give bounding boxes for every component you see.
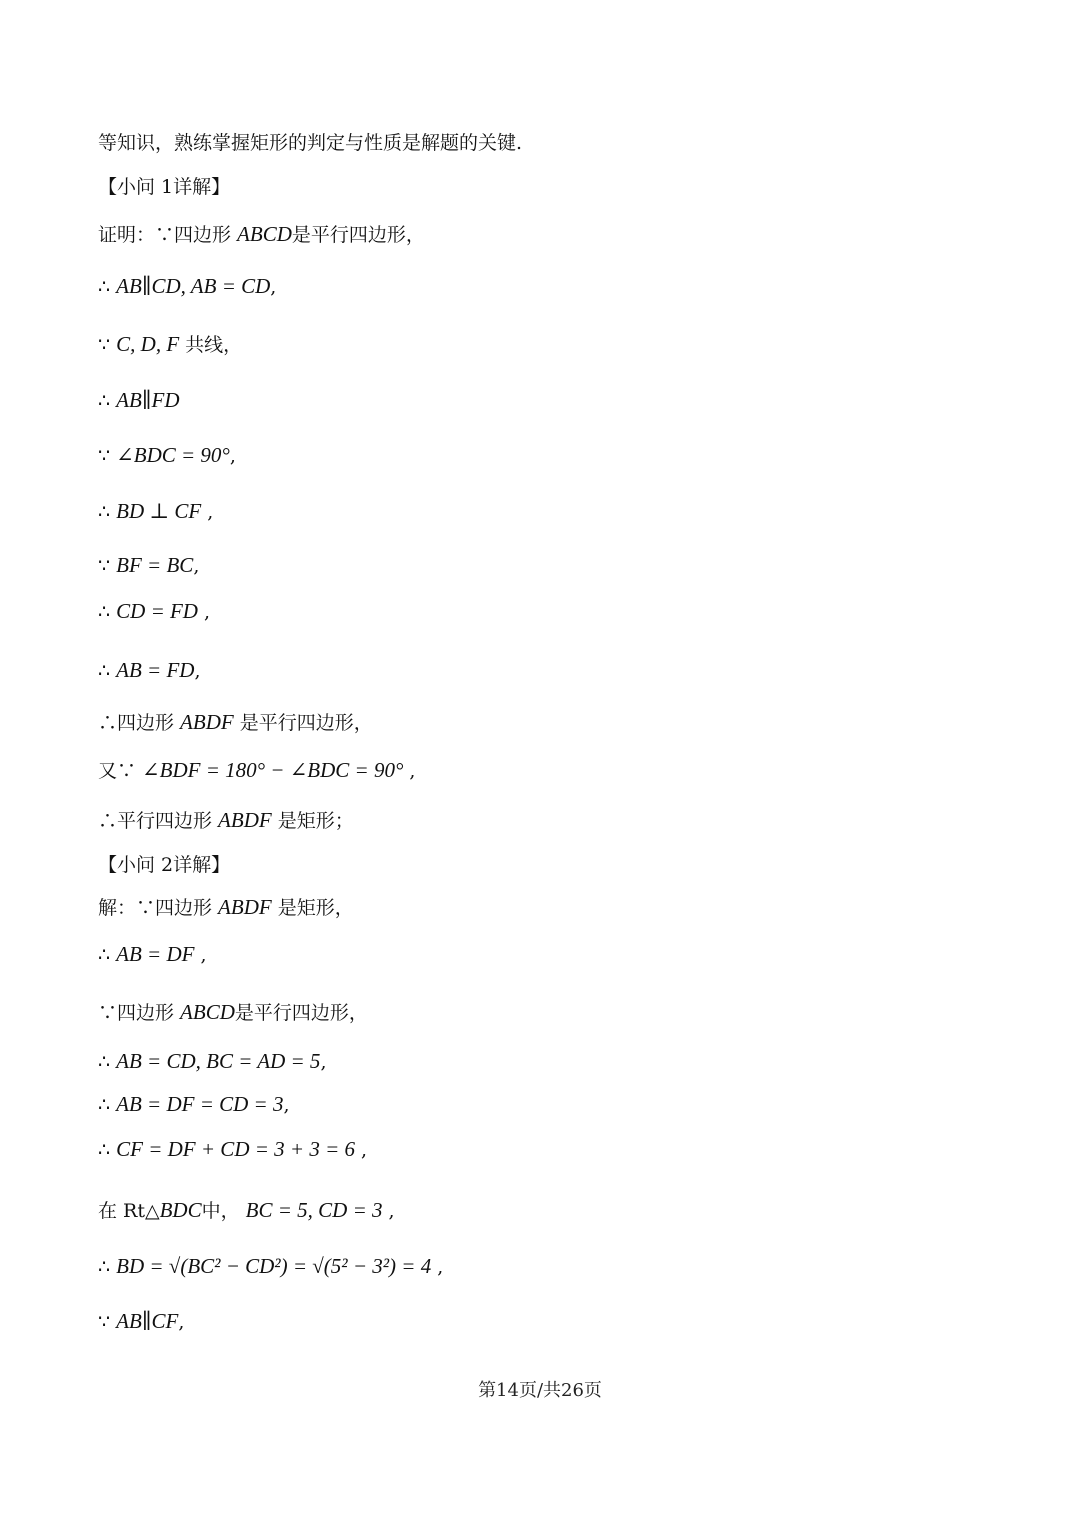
text-line: ∵ BF = BC, (98, 553, 200, 577)
text-line: 解：∵四边形 ABDF 是矩形， (98, 895, 354, 919)
text-line: ∵四边形 ABCD是平行四边形， (98, 1000, 368, 1024)
text-line: ∴ CD = FD , (98, 599, 211, 623)
text-line: 又∵ ∠BDF = 180° − ∠BDC = 90° , (98, 758, 416, 782)
text-line: ∴ AB = DF , (98, 942, 207, 966)
text-line: 在 Rt△BDC中， BC = 5, CD = 3 , (98, 1198, 395, 1222)
text-line: ∴ AB∥FD (98, 388, 180, 412)
text-line: 等知识，熟练掌握矩形的判定与性质是解题的关键. (98, 132, 523, 154)
section-heading: 【小问 1详解】 (98, 176, 231, 198)
page-number-footer: 第14页/共26页 (478, 1380, 602, 1401)
text-line: ∵ ∠BDC = 90°, (98, 443, 236, 467)
text-line: ∴ AB = FD, (98, 658, 201, 682)
text-line: ∴ CF = DF + CD = 3 + 3 = 6 , (98, 1137, 368, 1161)
text-line: ∴ AB∥CD, AB = CD, (98, 274, 277, 298)
text-line: ∴四边形 ABDF 是平行四边形， (98, 710, 373, 734)
text-line: ∴ AB = DF = CD = 3, (98, 1092, 290, 1116)
text-line: ∵ AB∥CF, (98, 1309, 185, 1333)
text-line: ∴ AB = CD, BC = AD = 5, (98, 1049, 327, 1073)
text-line: ∴ BD ⊥ CF , (98, 499, 214, 523)
text-line: 证明：∵四边形 ABCD是平行四边形， (98, 222, 425, 246)
text-line: ∵ C, D, F 共线， (98, 332, 243, 356)
text-line: ∴ BD = √(BC² − CD²) = √(5² − 3²) = 4 , (98, 1254, 444, 1278)
section-heading: 【小问 2详解】 (98, 854, 231, 876)
text-line: ∴平行四边形 ABDF 是矩形； (98, 808, 354, 832)
